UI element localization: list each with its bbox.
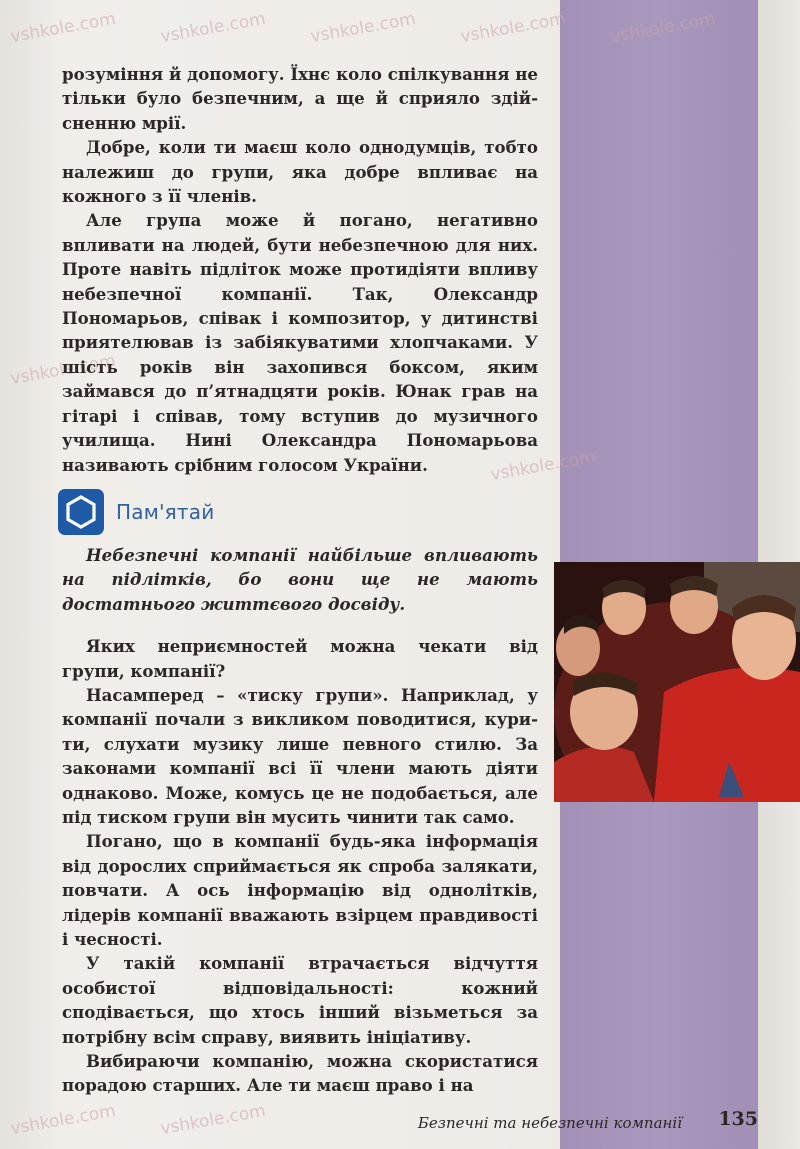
watermark: vshkole.com xyxy=(9,350,118,390)
hexagon-icon xyxy=(58,489,104,535)
main-text-column xyxy=(62,62,538,1098)
paragraph: Вибираючи компанію, можна скористатися порадою старших. Але ти маєш право і на xyxy=(62,1051,538,1096)
watermark: vshkole.com xyxy=(9,8,118,48)
watermark: vshkole.com xyxy=(9,1100,118,1140)
paragraph: Погано, що в компанії будь-яка інформація від дорослих сприймається як спроба залякати, повчати. А ось інформацію від однолітків, лідерів компанії вважають взірцем правдивості і чесності. xyxy=(62,831,538,949)
remember-note: Небезпечні компанії найбільше впливають на підлітків, бо вони ще не мають достатнього життєвого досвіду. xyxy=(62,544,538,614)
watermark: vshkole.com xyxy=(489,446,598,486)
paragraph: У такій компанії втрачається відчуття особистої відповідальності: кожний сподівається, що хтось інший візьметься за потрібну всім справу, виявить ініціативу. xyxy=(62,953,538,1047)
watermark: vshkole.com xyxy=(609,8,718,48)
watermark: vshkole.com xyxy=(159,8,268,48)
running-footer-title: Безпечні та небезпечні компанії xyxy=(417,1114,682,1132)
page-number: 135 xyxy=(718,1108,758,1130)
paragraph: Яких неприємностей можна чекати від групи, компанії? xyxy=(62,636,538,681)
remember-box xyxy=(58,485,538,539)
watermark: vshkole.com xyxy=(459,8,568,48)
photo-group-of-boys xyxy=(554,562,800,802)
spacer xyxy=(62,616,538,634)
watermark: vshkole.com xyxy=(309,8,418,48)
paragraph: Насамперед – «тиску групи». Наприклад, у компанії почали з викликом поводитися, курити, слухати музику лише певного стилю. За законами компанії всі її члени мають діяти однаково. Може, комусь це не подобається, але під тиском групи він мусить чинити так само. xyxy=(62,684,538,827)
remember-title: Пам'ятай xyxy=(116,499,215,524)
paragraph: Але група може й погано, негативно впливати на людей, бути небезпечною для них. Проте навіть підліток може протидіяти впливу небезпечної компанії. Так, Олександр Пономарьов, співак і композитор, у дитинстві приятелював із забіякуватими хлопчаками. У шість років він захопився боксом, яким займався до п’ятнадцяти років. Юнак грав на гітарі і співав, тому вступив до музичного училища. Нині Олександра Пономарьова називають срібним голосом України. xyxy=(62,210,538,475)
watermark: vshkole.com xyxy=(159,1100,268,1140)
paragraph: розуміння й допомогу. Їхнє коло спілкування не тільки було безпечним, а ще й сприяло здійсненню мрії. xyxy=(62,64,538,133)
paragraph: Добре, коли ти маєш коло однодумців, тобто належиш до групи, яка добре впливає на кожного з її членів. xyxy=(62,137,538,207)
